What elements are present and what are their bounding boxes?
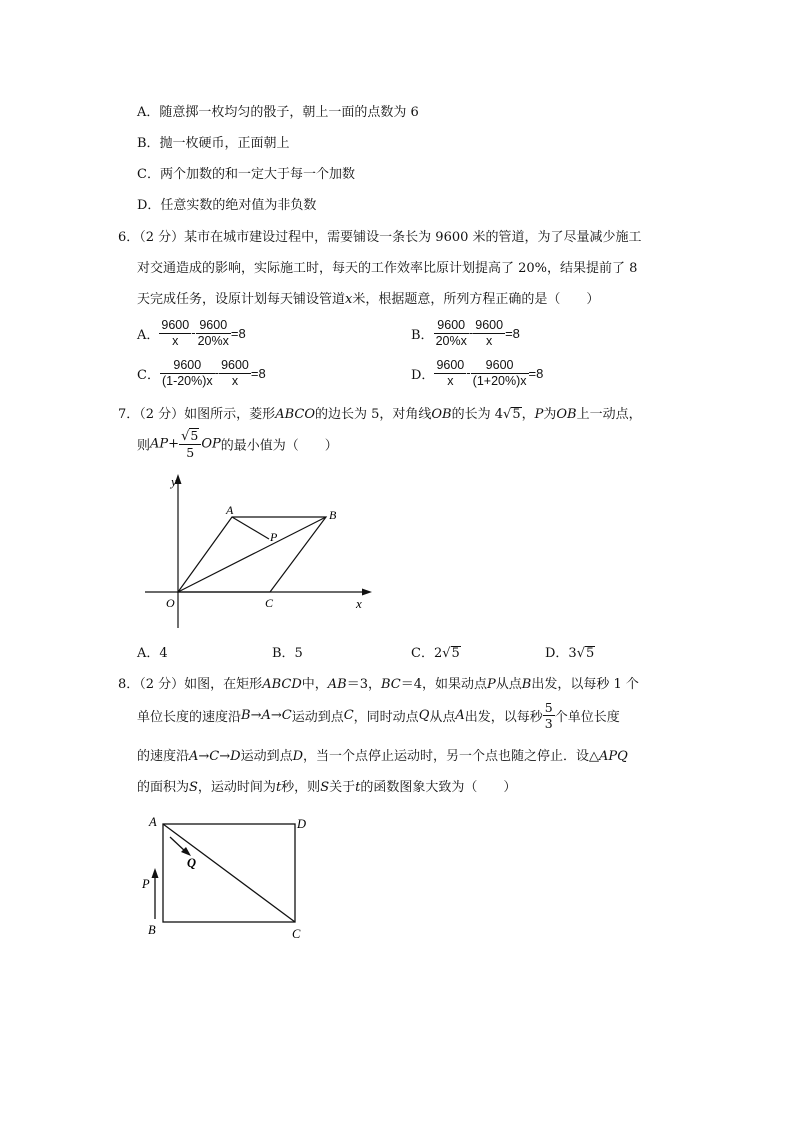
q5-option-c: C．两个加数的和一定大于每一个加数 bbox=[137, 167, 355, 182]
point-a-label: A bbox=[149, 815, 157, 829]
q7-option-a: A．4 bbox=[137, 646, 168, 661]
point-p-label: P bbox=[270, 530, 278, 544]
q8-stem-line3: 的速度沿A→C→D运动到点D，当一个点停止运动时，另一个点也随之停止．设△APQ bbox=[137, 749, 628, 764]
p-arrow-icon bbox=[152, 868, 159, 878]
q7-stem-line2: 则AP+ $\frac{√5}{5}$ OP的最小值为（ ） bbox=[137, 428, 338, 460]
q7-rhombus-figure bbox=[140, 470, 380, 635]
q7-option-d: D．3√5 bbox=[545, 646, 595, 661]
y-axis-label: y bbox=[171, 474, 177, 489]
x-axis-arrow-icon bbox=[362, 589, 372, 596]
point-b-label: B bbox=[329, 508, 337, 522]
q5-option-a: A．随意掷一枚均匀的骰子，朝上一面的点数为 6 bbox=[137, 105, 419, 120]
point-p-label: P bbox=[142, 877, 150, 891]
point-b-label: B bbox=[148, 923, 156, 937]
x-axis-label: x bbox=[356, 596, 362, 611]
q6-stem-line3: 天完成任务，设原计划每天铺设管道x米，根据题意，所列方程正确的是（ ） bbox=[137, 292, 600, 307]
q6-option-a: A． $\frac{9600}{x}$ - $\frac{9600}{20\%x}$ =8 bbox=[137, 318, 246, 348]
q8-rectangle-figure bbox=[136, 810, 316, 945]
point-o-label: O bbox=[166, 596, 175, 610]
q7-option-c: C．2√5 bbox=[411, 646, 460, 661]
q8-stem-line2: 单位长度的速度沿B→A→C运动到点C，同时动点Q从点A出发，以每秒 $\frac{5}{3}$ 个单位长度 bbox=[137, 700, 620, 731]
q6-option-b: B． $\frac{9600}{20\%x}$ - $\frac{9600}{x}$ =8 bbox=[411, 318, 520, 348]
point-c-label: C bbox=[292, 927, 301, 941]
q7-stem-line1: 7．（2 分）如图所示，菱形ABCO的边长为 5，对角线OB的长为 4√5，P为OB上一动点， bbox=[118, 407, 642, 422]
q8-stem-line4: 的面积为S，运动时间为t秒，则S关于t的函数图象大致为（ ） bbox=[137, 780, 517, 795]
q8-stem-line1: 8．（2 分）如图，在矩形ABCD中，AB＝3，BC＝4，如果动点P从点B出发，以每秒 1 个 bbox=[118, 677, 639, 692]
q6-stem-line2: 对交通造成的影响，实际施工时，每天的工作效率比原计划提高了 20%，结果提前了 8 bbox=[137, 261, 638, 276]
q6-option-d: D． $\frac{9600}{x}$ - $\frac{9600}{(1+20\%)x}$ =8 bbox=[411, 358, 544, 388]
q5-option-d: D．任意实数的绝对值为非负数 bbox=[137, 198, 317, 213]
q6-option-c: C． $\frac{9600}{(1-20\%)x}$ - $\frac{9600}{x}$ =8 bbox=[137, 358, 266, 388]
q7-option-b: B．5 bbox=[272, 646, 303, 661]
q6-stem-line1: 6．（2 分）某市在城市建设过程中，需要铺设一条长为 9600 米的管道，为了尽量减少施工 bbox=[118, 230, 642, 245]
point-c-label: C bbox=[265, 596, 274, 610]
point-a-label: A bbox=[226, 503, 234, 517]
segment-ap bbox=[232, 517, 269, 539]
point-d-label: D bbox=[297, 817, 307, 831]
q5-option-b: B．抛一枚硬币，正面朝上 bbox=[137, 136, 290, 151]
point-q-label: Q bbox=[187, 856, 197, 870]
diagonal-ac bbox=[163, 824, 295, 922]
